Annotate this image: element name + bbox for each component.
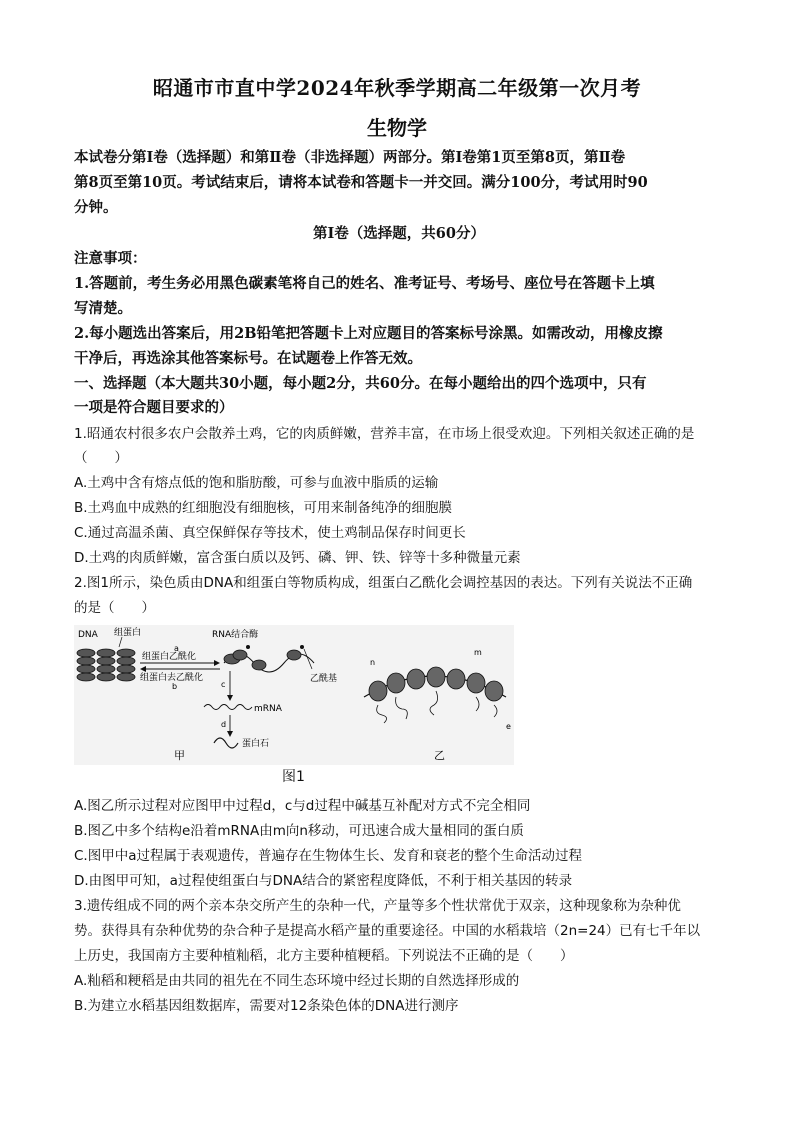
label-protein: 蛋白石 (242, 739, 270, 749)
acetyl-dot-2 (300, 645, 304, 649)
notice-item-2b: 干净后，再选涂其他答案标号。在试题卷上作答无效。 (74, 350, 422, 367)
q3-stem-3: 上历史，我国南方主要种植籼稻，北方主要种植粳稻。下列说法不正确的是（ ） (74, 948, 574, 964)
figure-background (74, 625, 514, 765)
q3-stem-1: 3.遗传组成不同的两个亲本杂交所产生的杂种一代，产量等多个性状常优于双亲，这种现象称为杂种优 (74, 898, 681, 914)
label-deacetylation: 组蛋白去乙酰化 (140, 673, 204, 683)
part-heading-2: 一项是符合题目要求的） (74, 399, 234, 416)
q3-option-b: B.为建立水稻基因组数据库，需要对12条染色体的DNA进行测序 (74, 998, 459, 1014)
q3-option-a: A.籼稻和粳稻是由共同的祖先在不同生态环境中经过长期的自然选择形成的 (74, 973, 520, 989)
exam-subject: 生物学 (367, 116, 427, 140)
figure-1-caption: 图1 (282, 769, 305, 785)
q1-stem-2: （ ） (74, 450, 128, 466)
label-m: m (474, 648, 482, 657)
q1-option-d: D.土鸡的肉质鲜嫩，富含蛋白质以及钙、磷、钾、铁、锌等十多种微量元素 (74, 550, 521, 566)
q2-option-c: C.图甲中a过程属于表观遗传，普遍存在生物体生长、发育和衰老的整个生命活动过程 (74, 848, 582, 864)
notice-heading: 注意事项： (74, 250, 147, 267)
label-mrna: mRNA (254, 704, 282, 714)
label-rna-polymerase: RNA结合酶 (212, 630, 259, 640)
q2-stem-2: 的是（ ） (74, 600, 155, 616)
intro-line-3: 分钟。 (74, 199, 118, 216)
notice-item-1b: 写清楚。 (74, 300, 132, 317)
label-n: n (370, 658, 376, 667)
label-d: d (221, 720, 227, 729)
label-e: e (506, 722, 511, 731)
condensed-chromatin (77, 649, 135, 681)
acetyl-dot-1 (246, 645, 250, 649)
q2-stem-1: 2.图1所示，染色质由DNA和组蛋白等物质构成，组蛋白乙酰化会调控基因的表达。下列有关说法不正确 (74, 575, 693, 591)
q1-option-b: B.土鸡血中成熟的红细胞没有细胞核，可用来制备纯净的细胞膜 (74, 500, 453, 516)
q1-option-a: A.土鸡中含有熔点低的饱和脂肪酸，可参与血液中脂质的运输 (74, 475, 439, 491)
q1-stem-1: 1.昭通农村很多农户会散养土鸡，它的肉质鲜嫩，营养丰富，在市场上很受欢迎。下列相关叙述正确的是 (74, 426, 695, 442)
section-heading: 第Ⅰ卷（选择题，共60分） (313, 225, 485, 242)
label-dna: DNA (78, 630, 98, 640)
label-yi: 乙 (434, 749, 445, 762)
notice-item-2a: 2.每小题选出答案后，用2B铅笔把答题卡上对应题目的答案标号涂黑。如需改动，用橡皮擦 (74, 325, 663, 342)
notice-item-1a: 1.答题前，考生务必用黑色碳素笔将自己的姓名、准考证号、考场号、座位号在答题卡上填 (74, 275, 655, 292)
q2-option-a: A.图乙所示过程对应图甲中过程d，c与d过程中碱基互补配对方式不完全相同 (74, 798, 531, 814)
label-b: b (172, 682, 178, 691)
intro-line-1: 本试卷分第Ⅰ卷（选择题）和第Ⅱ卷（非选择题）两部分。第Ⅰ卷第1页至第8页，第Ⅱ卷 (74, 149, 626, 166)
part-heading-1: 一、选择题（本大题共30小题，每小题2分，共60分。在每小题给出的四个选项中，只有 (74, 375, 647, 392)
q3-stem-2: 势。获得具有杂种优势的杂合种子是提高水稻产量的重要途径。中国的水稻栽培（2n=24）已有七千年以 (74, 923, 701, 939)
q2-option-b: B.图乙中多个结构e沿着mRNA由m向n移动，可迅速合成大量相同的蛋白质 (74, 823, 524, 839)
label-acetylation: 组蛋白乙酰化 (142, 652, 197, 662)
q2-option-d: D.由图甲可知，a过程使组蛋白与DNA结合的紧密程度降低，不利于相关基因的转录 (74, 873, 573, 889)
label-histone: 组蛋白 (114, 628, 142, 638)
label-acetyl: 乙酰基 (310, 674, 338, 684)
figure-1 (74, 625, 514, 765)
label-jia: 甲 (174, 749, 185, 762)
label-a: a (174, 644, 179, 653)
figure-1-diagram (74, 625, 514, 765)
label-c: c (221, 680, 226, 689)
intro-line-2: 第8页至第10页。考试结束后，请将本试卷和答题卡一并交回。满分100分，考试用时90 (74, 174, 648, 191)
exam-title: 昭通市市直中学2024年秋季学期高二年级第一次月考 (152, 76, 642, 100)
q1-option-c: C.通过高温杀菌、真空保鲜保存等技术，使土鸡制品保存时间更长 (74, 525, 466, 541)
